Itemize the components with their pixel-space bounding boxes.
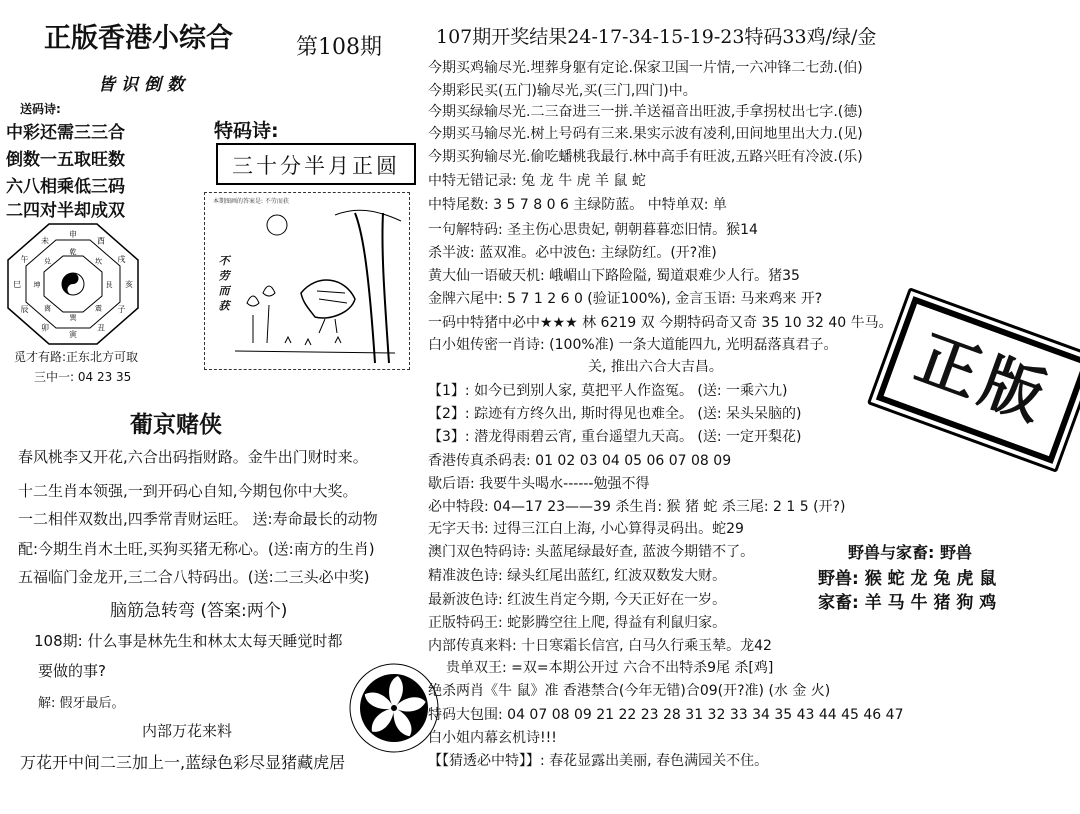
info-line: 【2】: 踪迹有方终久出, 斯时得见也难全。 (送: 呆头呆脑的) <box>428 406 802 422</box>
info-line: 黄大仙一语破天机: 峨嵋山下路险隘, 蜀道艰难少人行。猪35 <box>428 268 800 284</box>
info-line: 【1】: 如今已到别人家, 莫把平人作盗冤。 (送: 一乘六九) <box>428 383 788 399</box>
illustration-frame <box>204 192 410 370</box>
bagua-trigram: 巽 <box>69 314 77 322</box>
bagua-label: 巳 <box>13 280 21 289</box>
special-poem-box <box>216 143 416 185</box>
section-line: 春风桃李又开花,六合出码指财路。金牛出门财时来。 <box>18 448 368 466</box>
bagua-label: 卯 <box>41 323 49 333</box>
info-line: 一句解特码: 圣主伤心思贵妃, 朝朝暮暮恋旧情。猴14 <box>428 222 758 238</box>
subtitle: 皆识倒数 <box>98 75 190 95</box>
info-line: 今期买鸡输尽光.埋葬身躯有定论.保家卫国一片情,一六冲锋二七劲.(伯) <box>428 60 863 76</box>
wild-animals: 野兽: 猴 蛇 龙 兔 虎 鼠 <box>818 569 997 589</box>
three-in-one: 三中一: 04 23 35 <box>34 370 132 384</box>
bagua-label: 子 <box>117 305 126 314</box>
poem-line: 中彩还需三三合 <box>6 123 125 143</box>
poem-line: 六八相乘低三码 <box>6 177 125 197</box>
bagua-label: 辰 <box>20 305 29 314</box>
bagua-label: 午 <box>20 255 29 264</box>
info-line: 最新波色诗: 红波生肖定今期, 今天正好在一岁。 <box>428 592 727 608</box>
bagua-label: 未 <box>41 236 49 246</box>
bagua-diagram <box>6 222 140 346</box>
bagua-trigram: 坤 <box>33 281 41 289</box>
section-line: 五福临门金龙开,三二合八特码出。(送:二三头必中奖) <box>18 568 370 586</box>
riddle-question: 108期: 什么事是林先生和林太太每天睡觉时都 <box>34 632 343 650</box>
poem-line: 二四对半却成双 <box>6 201 125 221</box>
info-line: 今期买绿输尽光.二三奋进三一拼.羊送福音出旺波,手拿拐杖出七字.(德) <box>428 104 863 120</box>
info-line: 内部传真来料: 十日寒霜长信宫, 白马久行乘玉辇。龙42 <box>428 638 772 654</box>
info-line: 必中特段: 04—17 23——39 杀生肖: 猴 猪 蛇 杀三尾: 2 1 5 (开?) <box>428 499 846 515</box>
bagua-trigram: 离 <box>44 304 51 313</box>
info-line: 今期买马输尽光.树上号码有三来.果实示波有凌利,田间地里出大力.(见) <box>428 126 863 142</box>
illustration-caption: 本期图画的答案是: 不劳而获 <box>213 198 289 205</box>
info-line: 歇后语: 我要牛头喝水------勉强不得 <box>428 476 650 492</box>
bagua-label: 申 <box>69 230 77 239</box>
illustration-text: 不劳而获 <box>217 255 230 315</box>
info-line: 金牌六尾中: 5 7 1 2 6 0 (验证100%), 金言玉语: 马来鸡来 开? <box>428 291 823 307</box>
info-line: 无字天书: 过得三江白上海, 小心算得灵码出。蛇29 <box>428 521 744 537</box>
info-line: 今期彩民买(五门)输尽光,买(三门,四门)中。 <box>428 83 697 99</box>
bagua-trigram: 震 <box>95 304 102 313</box>
riddle-answer: 解: 假牙最后。 <box>38 696 125 711</box>
info-line: 香港传真杀码表: 01 02 03 04 05 06 07 08 09 <box>428 453 732 469</box>
section-line: 一二相伴双数出,四季常青财运旺。 送:寿命最长的动物 <box>18 510 378 528</box>
info-line: 关, 推出六合大吉昌。 <box>588 359 723 375</box>
issue-number: 第108期 <box>296 35 382 60</box>
bagua-label: 酉 <box>97 236 105 246</box>
info-line: 杀半波: 蓝双准。必中波色: 主绿防红。(开?准) <box>428 245 717 261</box>
bagua-label: 亥 <box>125 280 133 289</box>
info-line: 【3】: 潜龙得雨碧云宵, 重台遥望九天高。 (送: 一定开梨花) <box>428 429 802 445</box>
beast-title: 野兽与家畜: 野兽 <box>848 543 972 562</box>
info-line: 中特无错记录: 兔 龙 牛 虎 羊 鼠 蛇 <box>428 173 646 189</box>
info-line: 正版特码王: 蛇影腾空往上爬, 得益有利鼠归家。 <box>428 615 727 631</box>
section-title: 葡京赌侠 <box>130 412 222 438</box>
riddle-question-cont: 要做的事? <box>38 662 106 680</box>
domestic-animals: 家畜: 羊 马 牛 猪 狗 鸡 <box>818 593 997 613</box>
info-line: 特码大包围: 04 07 08 09 21 22 23 28 31 32 33 34 35 43 44 45 46 47 <box>428 707 904 723</box>
bagua-label: 丑 <box>97 323 105 333</box>
find-way-text: 觅才有路:正东北方可取 <box>14 350 139 364</box>
internal-line: 万花开中间二三加上一,蓝绿色彩尽显猪藏虎居 <box>20 753 346 772</box>
section-line: 十二生肖本领强,一到开码心自知,今期包你中大奖。 <box>18 482 358 500</box>
special-poem-label: 特码诗: <box>214 120 279 142</box>
poem-label: 送码诗: <box>20 102 61 116</box>
bagua-label: 寅 <box>69 330 77 339</box>
info-line: 【【猜透必中特】】: 春花显露出美丽, 春色满园关不住。 <box>428 753 769 769</box>
info-line: 中特尾数: 3 5 7 8 0 6 主绿防蓝。 中特单双: 单 <box>428 197 727 213</box>
page-title: 正版香港小综合 <box>44 23 233 54</box>
internal-title: 内部万花来料 <box>142 722 233 740</box>
bagua-trigram: 兑 <box>44 257 51 266</box>
info-line: 精准波色诗: 绿头红尾出蓝红, 红波双数发大财。 <box>428 568 727 584</box>
info-line: 贵单双王: =双=本期公开过 六合不出特杀9尾 杀[鸡] <box>446 660 774 676</box>
info-line: 一码中特猪中必中★★★ 林 6219 双 今期特码奇又奇 35 10 32 40 牛马。 <box>428 315 893 331</box>
authentic-stamp <box>867 287 1080 473</box>
info-line: 澳门双色特码诗: 头蓝尾绿最好查, 蓝波今期错不了。 <box>428 544 755 560</box>
bagua-trigram: 乾 <box>69 248 77 256</box>
poem-line: 倒数一五取旺数 <box>6 150 125 170</box>
section-line: 配:今期生肖木土旺,买狗买猪无称心。(送:南方的生肖) <box>18 540 375 558</box>
bagua-label: 戌 <box>117 255 126 264</box>
draw-result: 107期开奖结果24-17-34-15-19-23特码33鸡/绿/金 <box>436 26 877 48</box>
special-poem: 三十分半月正圆 <box>232 154 400 178</box>
stamp-text: 正版 <box>907 321 1060 437</box>
bird-illustration <box>205 193 409 369</box>
info-line: 今期买狗输尽光.偷吃蟠桃我最行.林中高手有旺波,五路兴旺有冷波.(乐) <box>428 149 863 165</box>
info-line: 绝杀两肖《牛 鼠》准 香港禁合(今年无错)合09(开?准) (水 金 火) <box>428 683 831 699</box>
bagua-trigram: 坎 <box>95 257 102 266</box>
riddle-title: 脑筋急转弯 (答案:两个) <box>110 601 288 621</box>
info-line: 白小姐内幕玄机诗!!! <box>428 730 557 746</box>
info-line: 白小姐传密一肖诗: (100%准) 一条大道能四九, 光明磊落真君子。 <box>428 337 838 353</box>
bagua-trigram: 艮 <box>105 281 113 289</box>
